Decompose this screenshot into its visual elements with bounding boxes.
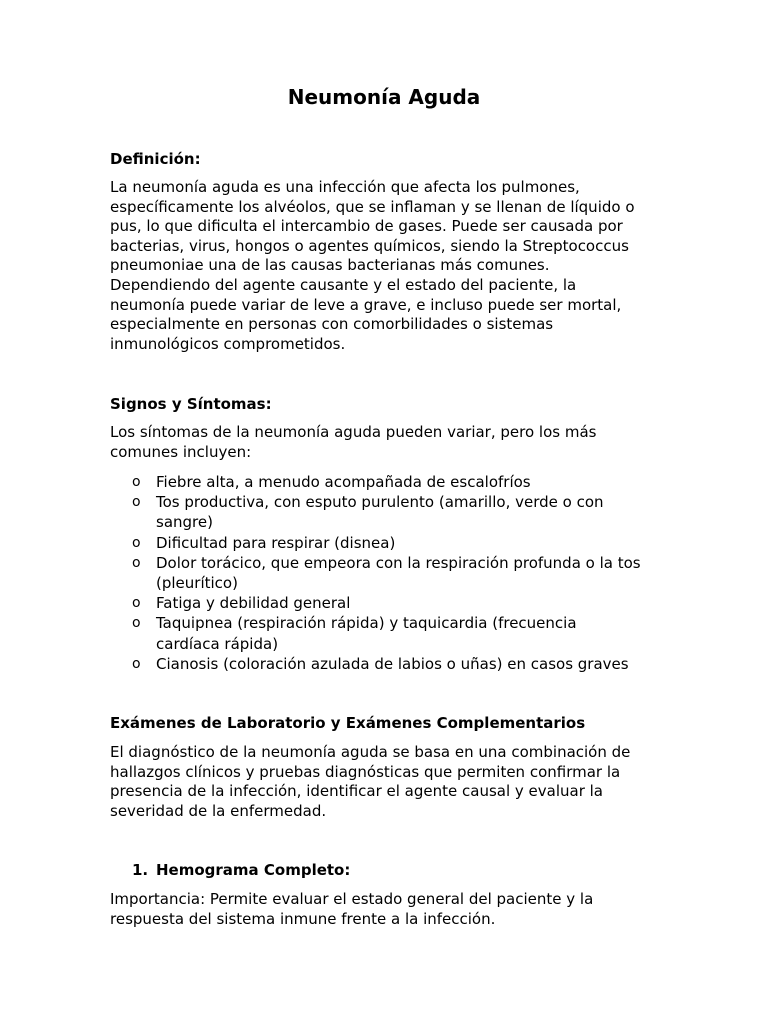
list-item-line: Dolor torácico, que empeora con la respiración profunda o la tos — [156, 553, 641, 572]
bullet-marker: o — [132, 474, 141, 490]
bullet-marker: o — [132, 655, 141, 672]
examenes-paragraph — [110, 743, 662, 821]
text-line: respuesta del sistema inmune frente a la infección. — [110, 909, 496, 928]
text-line: Dependiendo del agente causante y el estado del paciente, la — [110, 275, 577, 294]
list-item-line: Cianosis (coloración azulada de labios o uñas) en casos graves — [156, 654, 629, 673]
list-item — [110, 492, 662, 532]
hemograma-paragraph — [110, 890, 662, 929]
list-item — [110, 553, 662, 593]
text-line: severidad de la enfermedad. — [110, 801, 327, 820]
text-line: hallazgos clínicos y pruebas diagnósticas que permiten confirmar la — [110, 762, 621, 781]
list-item — [110, 593, 662, 613]
text-line: pus, lo que dificulta el intercambio de gases. Puede ser causada por — [110, 217, 623, 236]
text-line: bacterias, virus, hongos o agentes químicos, siendo la Streptococcus — [110, 236, 629, 255]
list-number: 1. — [132, 861, 149, 879]
list-item-line: cardíaca rápida) — [156, 634, 279, 653]
list-item — [110, 533, 662, 553]
text-line: Los síntomas de la neumonía aguda pueden variar, pero los más — [110, 423, 597, 441]
text-line: presencia de la infección, identificar el agente causal y evaluar la — [110, 782, 604, 801]
section-heading-signos: Signos y Síntomas: — [110, 395, 272, 413]
list-item-line: Taquipnea (respiración rápida) y taquicardia (frecuencia — [156, 614, 577, 633]
text-line: La neumonía aguda es una infección que afecta los pulmones, — [110, 178, 580, 196]
symptoms-list — [110, 472, 662, 674]
list-item — [110, 613, 662, 653]
bullet-marker: o — [132, 534, 141, 551]
list-item-line: Fiebre alta, a menudo acompañada de escalofríos — [156, 473, 531, 491]
list-item-line: Fatiga y debilidad general — [156, 594, 351, 613]
subsection-title: Hemograma Completo: — [156, 861, 351, 879]
list-item-line: (pleurítico) — [156, 574, 238, 593]
list-item-line: sangre) — [156, 513, 213, 532]
numbered-heading-hemograma — [132, 861, 350, 881]
bullet-marker: o — [132, 595, 141, 612]
text-line: comunes incluyen: — [110, 442, 252, 461]
text-line: El diagnóstico de la neumonía aguda se basa en una combinación de — [110, 743, 631, 761]
bullet-marker: o — [132, 494, 141, 511]
list-item — [110, 654, 662, 674]
list-item-line: Tos productiva, con esputo purulento (amarillo, verde o con — [156, 493, 604, 512]
text-line: neumonía puede variar de leve a grave, e incluso puede ser mortal, — [110, 295, 622, 314]
list-item — [110, 472, 662, 492]
bullet-marker: o — [132, 554, 141, 571]
document-title: Neumonía Aguda — [287, 85, 481, 109]
signos-intro-paragraph — [110, 423, 662, 462]
section-heading-examenes: Exámenes de Laboratorio y Exámenes Complementarios — [110, 714, 586, 732]
text-line: pneumoniae una de las causas bacterianas más comunes. — [110, 256, 550, 275]
text-line: específicamente los alvéolos, que se inflaman y se llenan de líquido o — [110, 197, 635, 216]
text-line: Importancia: Permite evaluar el estado general del paciente y la — [110, 890, 594, 908]
text-line: especialmente en personas con comorbilidades o sistemas — [110, 315, 554, 334]
section-heading-definicion: Definición: — [110, 150, 201, 168]
bullet-marker: o — [132, 615, 141, 632]
list-item-line: Dificultad para respirar (disnea) — [156, 533, 396, 552]
definicion-paragraph — [110, 178, 662, 354]
text-line: inmunológicos comprometidos. — [110, 334, 346, 353]
